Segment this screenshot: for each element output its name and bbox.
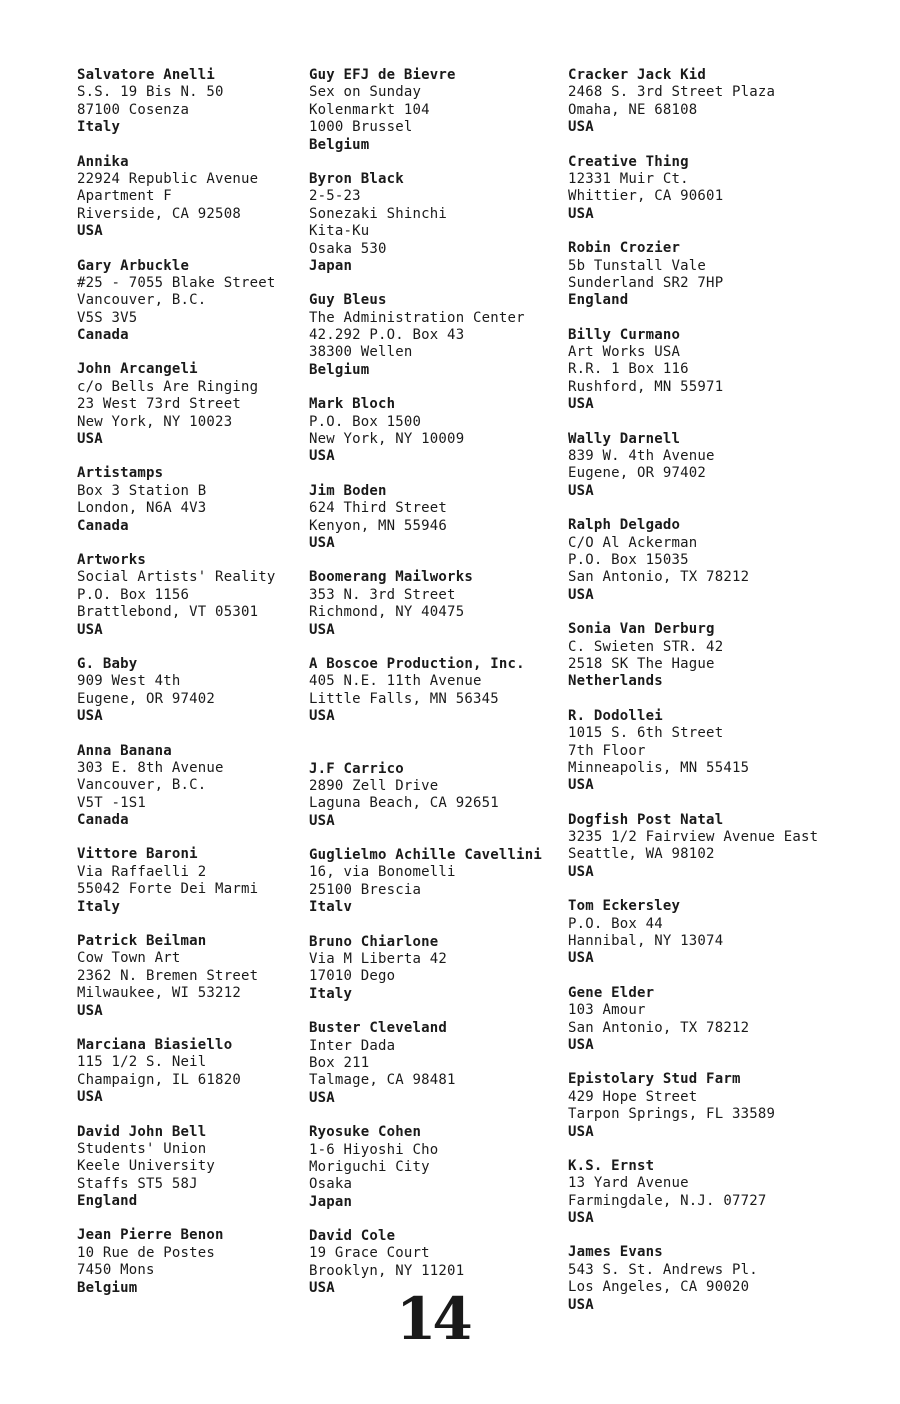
- address-entry: [77, 552, 275, 639]
- address-line: 7450 Mons: [77, 1262, 155, 1279]
- address-line: 839 W. 4th Avenue: [568, 448, 715, 465]
- entry-name: Wally Darnell: [568, 430, 681, 447]
- address-line: 19 Grace Court: [309, 1245, 430, 1262]
- entry-country: USA: [309, 708, 335, 725]
- address-line: Eugene, OR 97402: [77, 690, 216, 707]
- address-entry: [568, 431, 818, 501]
- address-line: P.O. Box 44: [568, 915, 663, 932]
- address-line: 16, via Bonomelli: [309, 864, 456, 881]
- entry-name: Ralph Delgado: [568, 517, 681, 534]
- entry-country: England: [77, 1193, 138, 1210]
- address-line: New York, NY 10023: [77, 413, 233, 430]
- address-line: 13 Yard Avenue: [568, 1175, 689, 1192]
- entry-name: A Boscoe Production, Inc.: [309, 655, 525, 672]
- address-line: Sex on Sunday: [309, 84, 422, 101]
- address-line: Laguna Beach, CA 92651: [309, 795, 499, 812]
- entry-country: England: [568, 292, 629, 309]
- address-line: New York, NY 10009: [309, 431, 465, 448]
- address-line: 303 E. 8th Avenue: [77, 759, 224, 776]
- address-entry: [568, 898, 818, 968]
- entry-country: Italy: [77, 898, 121, 915]
- address-line: Champaign, IL 61820: [77, 1071, 241, 1088]
- address-column-3: [568, 50, 818, 1314]
- address-line: Whittier, CA 90601: [568, 188, 724, 205]
- entry-name: G. Baby: [77, 655, 138, 672]
- entry-name: Creative Thing: [568, 153, 689, 170]
- address-entry: [568, 812, 818, 882]
- entry-name: J.F Carrico: [309, 760, 404, 777]
- address-line: 23 West 73rd Street: [77, 396, 241, 413]
- entry-name: David John Bell: [77, 1123, 207, 1140]
- address-line: Cow Town Art: [77, 950, 181, 967]
- entry-name: John Arcangeli: [77, 361, 198, 378]
- address-entry: [568, 517, 818, 604]
- address-line: 55042 Forte Dei Marmi: [77, 881, 259, 898]
- entry-name: Guy EFJ de Bievre: [309, 67, 456, 83]
- address-entry: [309, 761, 542, 831]
- address-line: S.S. 19 Bis N. 50: [77, 84, 224, 101]
- address-line: Keele University: [77, 1158, 216, 1175]
- address-entry: [77, 154, 275, 241]
- address-entry: [77, 361, 275, 448]
- entry-name: K.S. Ernst: [568, 1157, 655, 1174]
- address-line: C. Swieten STR. 42: [568, 638, 724, 655]
- entry-country: USA: [568, 482, 594, 499]
- entry-country: USA: [568, 1123, 594, 1140]
- entry-name: Marciana Biasiello: [77, 1036, 233, 1053]
- address-entry: [77, 1124, 275, 1211]
- entry-country: USA: [568, 119, 594, 136]
- entry-name: Robin Crozier: [568, 240, 681, 257]
- address-line: 22924 Republic Avenue: [77, 170, 259, 187]
- address-entry: [568, 708, 818, 795]
- address-entry: [568, 1244, 818, 1314]
- address-line: Inter Dada: [309, 1037, 396, 1054]
- entry-name: Salvatore Anelli: [77, 67, 216, 83]
- entry-country: USA: [568, 396, 594, 413]
- address-line: Little Falls, MN 56345: [309, 690, 499, 707]
- address-line: Talmage, CA 98481: [309, 1072, 456, 1089]
- entry-country: Belgium: [309, 136, 370, 153]
- address-line: 38300 Wellen: [309, 344, 413, 361]
- address-entry: [309, 569, 542, 639]
- address-line: Box 3 Station B: [77, 482, 207, 499]
- address-line: 1-6 Hiyoshi Cho: [309, 1141, 439, 1158]
- entry-country: USA: [568, 1036, 594, 1053]
- address-line: Richmond, NY 40475: [309, 604, 465, 621]
- entry-country: USA: [309, 534, 335, 551]
- entry-name: Cracker Jack Kid: [568, 67, 707, 83]
- entry-country: USA: [77, 1089, 103, 1106]
- address-line: Rushford, MN 55971: [568, 378, 724, 395]
- address-line: Brattlebond, VT 05301: [77, 604, 259, 621]
- entry-country: USA: [77, 621, 103, 638]
- entry-country: USA: [77, 431, 103, 448]
- address-line: 115 1/2 S. Neil: [77, 1054, 207, 1071]
- address-line: Omaha, NE 68108: [568, 101, 698, 118]
- address-line: #25 - 7055 Blake Street: [77, 274, 276, 291]
- address-line: Tarpon Springs, FL 33589: [568, 1106, 776, 1123]
- entry-name: Gene Elder: [568, 984, 655, 1001]
- entry-name: James Evans: [568, 1244, 663, 1261]
- entry-country: Belgium: [77, 1279, 138, 1296]
- address-entry: [77, 1037, 275, 1107]
- address-line: Riverside, CA 92508: [77, 205, 241, 222]
- address-line: Art Works USA: [568, 344, 681, 361]
- address-line: Kita-Ku: [309, 223, 370, 240]
- entry-name: Buster Cleveland: [309, 1020, 448, 1037]
- entry-name: Annika: [77, 153, 129, 170]
- entry-country: Italy: [309, 985, 353, 1002]
- address-line: 42.292 P.O. Box 43: [309, 327, 465, 344]
- address-entry: [568, 327, 818, 414]
- address-line: 405 N.E. 11th Avenue: [309, 673, 482, 690]
- entry-country: USA: [309, 448, 335, 465]
- entry-name: Gary Arbuckle: [77, 257, 190, 274]
- entry-country: USA: [309, 812, 335, 829]
- entry-name: Billy Curmano: [568, 326, 681, 343]
- address-line: Staffs ST5 58J: [77, 1175, 198, 1192]
- address-line: 543 S. St. Andrews Pl.: [568, 1261, 758, 1278]
- address-line: Sonezaki Shinchi: [309, 205, 448, 222]
- address-line: Vancouver, B.C.: [77, 292, 207, 309]
- address-line: P.O. Box 1156: [77, 586, 190, 603]
- address-line: P.O. Box 15035: [568, 551, 689, 568]
- address-entry: [77, 1227, 275, 1297]
- entry-country: USA: [568, 205, 594, 222]
- entry-name: Boomerang Mailworks: [309, 569, 473, 586]
- entry-country: USA: [309, 1089, 335, 1106]
- address-line: Students' Union: [77, 1140, 207, 1157]
- address-entry: [309, 67, 542, 154]
- entry-name: Mark Bloch: [309, 396, 396, 413]
- entry-name: R. Dodollei: [568, 707, 663, 724]
- address-entry: [309, 483, 542, 553]
- address-line: V5T -1S1: [77, 794, 147, 811]
- address-line: c/o Bells Are Ringing: [77, 378, 259, 395]
- address-line: 2468 S. 3rd Street Plaza: [568, 84, 776, 101]
- address-line: 1015 S. 6th Street: [568, 725, 724, 742]
- entry-country: Canada: [77, 517, 129, 534]
- address-line: 2362 N. Bremen Street: [77, 967, 259, 984]
- entry-name: Vittore Baroni: [77, 846, 198, 863]
- address-line: London, N6A 4V3: [77, 500, 207, 517]
- address-line: Seattle, WA 98102: [568, 846, 715, 863]
- entry-name: Artworks: [77, 551, 147, 568]
- entry-name: Artistamps: [77, 465, 164, 482]
- address-line: Apartment F: [77, 188, 172, 205]
- entry-country: Canada: [77, 327, 129, 344]
- address-line: The Administration Center: [309, 309, 525, 326]
- address-line: Brooklyn, NY 11201: [309, 1262, 465, 1279]
- entry-country: USA: [77, 223, 103, 240]
- entry-name: Epistolary Stud Farm: [568, 1071, 741, 1088]
- entry-country: Italv: [309, 899, 353, 916]
- entry-name: Sonia Van Derburg: [568, 621, 715, 638]
- entry-name: Bruno Chiarlone: [309, 933, 439, 950]
- entry-country: USA: [309, 1280, 335, 1297]
- address-entry: [309, 171, 542, 275]
- address-entry: [568, 985, 818, 1055]
- address-entry: [309, 1020, 542, 1107]
- address-line: 909 West 4th: [77, 673, 181, 690]
- address-line: 2890 Zell Drive: [309, 777, 439, 794]
- address-line: Sunderland SR2 7HP: [568, 274, 724, 291]
- address-line: R.R. 1 Box 116: [568, 361, 689, 378]
- address-line: Eugene, OR 97402: [568, 465, 707, 482]
- address-entry: [309, 1124, 542, 1211]
- address-line: San Antonio, TX 78212: [568, 1019, 750, 1036]
- address-line: 87100 Cosenza: [77, 101, 190, 118]
- address-entry: [77, 656, 275, 726]
- address-line: 2518 SK The Hague: [568, 655, 715, 672]
- address-entry: [77, 67, 275, 137]
- address-line: 429 Hope Street: [568, 1088, 698, 1105]
- entry-country: Japan: [309, 1193, 353, 1210]
- address-line: Farmingdale, N.J. 07727: [568, 1192, 767, 1209]
- entry-country: USA: [568, 586, 594, 603]
- entry-country: Belgium: [309, 361, 370, 378]
- address-line: 624 Third Street: [309, 500, 448, 517]
- address-entry: [77, 846, 275, 916]
- entry-country: Japan: [309, 257, 353, 274]
- entry-name: David Cole: [309, 1228, 396, 1245]
- address-line: 17010 Dego: [309, 968, 396, 985]
- address-line: 10 Rue de Postes: [77, 1244, 216, 1261]
- address-entry: [568, 1158, 818, 1228]
- entry-name: Dogfish Post Natal: [568, 811, 724, 828]
- address-line: V5S 3V5: [77, 309, 138, 326]
- address-line: Osaka: [309, 1176, 353, 1193]
- address-line: Hannibal, NY 13074: [568, 933, 724, 950]
- address-line: Via M Liberta 42: [309, 951, 448, 968]
- entry-country: USA: [309, 621, 335, 638]
- address-column-1: [77, 50, 275, 1297]
- address-line: 12331 Muir Ct.: [568, 170, 689, 187]
- page-number: 14: [396, 1285, 469, 1353]
- address-entry: [568, 621, 818, 691]
- entry-name: Jean Pierre Benon: [77, 1227, 224, 1244]
- address-entry: [568, 154, 818, 224]
- address-line: Osaka 530: [309, 240, 387, 257]
- address-entry: [77, 933, 275, 1020]
- entry-country: Netherlands: [568, 673, 663, 690]
- address-line: 1000 Brussel: [309, 119, 413, 136]
- entry-name: Guglielmo Achille Cavellini: [309, 847, 542, 864]
- entry-country: USA: [568, 863, 594, 880]
- address-entry: [309, 656, 542, 726]
- address-entry: [309, 292, 542, 379]
- entry-name: Byron Black: [309, 170, 404, 187]
- address-entry: [309, 934, 542, 1004]
- entry-name: Patrick Beilman: [77, 933, 207, 950]
- address-line: P.O. Box 1500: [309, 413, 422, 430]
- entry-country: Canada: [77, 812, 129, 829]
- entry-country: USA: [568, 1210, 594, 1227]
- address-entry: [77, 465, 275, 535]
- address-entry: [309, 847, 542, 917]
- entry-country: USA: [568, 950, 594, 967]
- address-line: 7th Floor: [568, 742, 646, 759]
- entry-name: Tom Eckersley: [568, 898, 681, 915]
- entry-name: Jim Boden: [309, 482, 387, 499]
- address-line: C/O Al Ackerman: [568, 534, 698, 551]
- entry-country: USA: [568, 1296, 594, 1313]
- address-line: 5b Tunstall Vale: [568, 257, 707, 274]
- address-line: 353 N. 3rd Street: [309, 586, 456, 603]
- address-line: Moriguchi City: [309, 1158, 430, 1175]
- entry-country: USA: [77, 1002, 103, 1019]
- address-line: 2-5-23: [309, 188, 361, 205]
- entry-country: USA: [77, 708, 103, 725]
- address-line: Social Artists' Reality: [77, 569, 276, 586]
- address-line: 3235 1/2 Fairview Avenue East: [568, 829, 819, 846]
- address-entry: [77, 743, 275, 830]
- address-line: Kenyon, MN 55946: [309, 517, 448, 534]
- address-line: San Antonio, TX 78212: [568, 569, 750, 586]
- entry-name: Ryosuke Cohen: [309, 1124, 422, 1141]
- address-entry: [309, 396, 542, 466]
- address-column-2: [309, 50, 542, 1298]
- entry-name: Guy Bleus: [309, 292, 387, 309]
- address-line: Kolenmarkt 104: [309, 101, 430, 118]
- address-entry: [568, 240, 818, 310]
- address-line: Milwaukee, WI 53212: [77, 985, 241, 1002]
- entry-country: USA: [568, 777, 594, 794]
- address-line: Los Angeles, CA 90020: [568, 1279, 750, 1296]
- entry-name: Anna Banana: [77, 742, 172, 759]
- address-line: Minneapolis, MN 55415: [568, 759, 750, 776]
- address-entry: [568, 1071, 818, 1141]
- address-entry: [568, 67, 818, 137]
- address-line: Box 211: [309, 1054, 370, 1071]
- address-line: Via Raffaelli 2: [77, 863, 207, 880]
- address-line: 25100 Brescia: [309, 881, 422, 898]
- address-line: Vancouver, B.C.: [77, 777, 207, 794]
- address-line: 103 Amour: [568, 1002, 646, 1019]
- entry-country: Italy: [77, 119, 121, 136]
- address-entry: [77, 258, 275, 345]
